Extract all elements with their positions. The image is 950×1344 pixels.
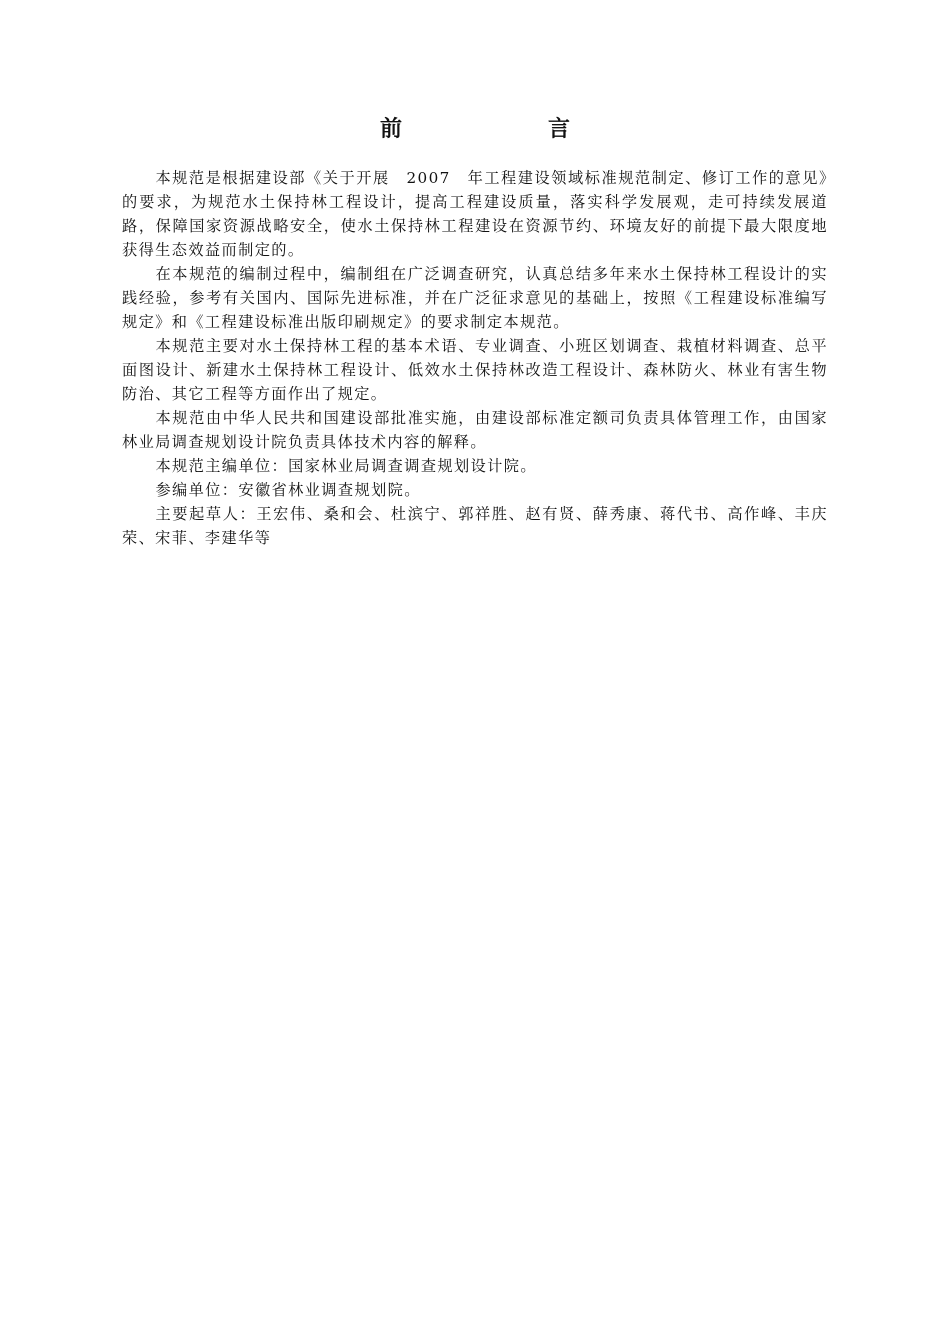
preface-body [122, 166, 828, 550]
paragraph-basis: 本规范是根据建设部《关于开展 2007 年工程建设领域标准规范制定、修订工作的意见》的要求，为规范水土保持林工程设计，提高工程建设质量，落实科学发展观，走可持续发展道路，保障国家资源战略安全，使水土保持林工程建设在资源节约、环境友好的前提下最大限度地获得生态效益而制定的。 [122, 169, 828, 259]
paragraph-drafters: 主要起草人：王宏伟、桑和会、杜滨宁、郭祥胜、赵有贤、薛秀康、蒋代书、高作峰、丰庆荣、宋菲、李建华等 [122, 505, 828, 547]
paragraph-compilation: 在本规范的编制过程中，编制组在广泛调查研究，认真总结多年来水土保持林工程设计的实践经验，参考有关国内、国际先进标准，并在广泛征求意见的基础上，按照《工程建设标准编写规定》和《工程建设标准出版印刷规定》的要求制定本规范。 [122, 265, 828, 331]
paragraph-chief-editor: 本规范主编单位：国家林业局调查调查规划设计院。 [155, 457, 537, 475]
paragraph-participating-unit: 参编单位：安徽省林业调查规划院。 [155, 481, 421, 499]
paragraph-scope: 本规范主要对水土保持林工程的基本术语、专业调查、小班区划调查、栽植材料调查、总平面图设计、新建水土保持林工程设计、低效水土保持林改造工程设计、森林防火、林业有害生物防治、其它工程等方面作出了规定。 [122, 337, 828, 403]
paragraph-approval: 本规范由中华人民共和国建设部批准实施，由建设部标准定额司负责具体管理工作，由国家林业局调查规划设计院负责具体技术内容的解释。 [122, 409, 828, 451]
page-title: 前 言 [379, 116, 632, 142]
